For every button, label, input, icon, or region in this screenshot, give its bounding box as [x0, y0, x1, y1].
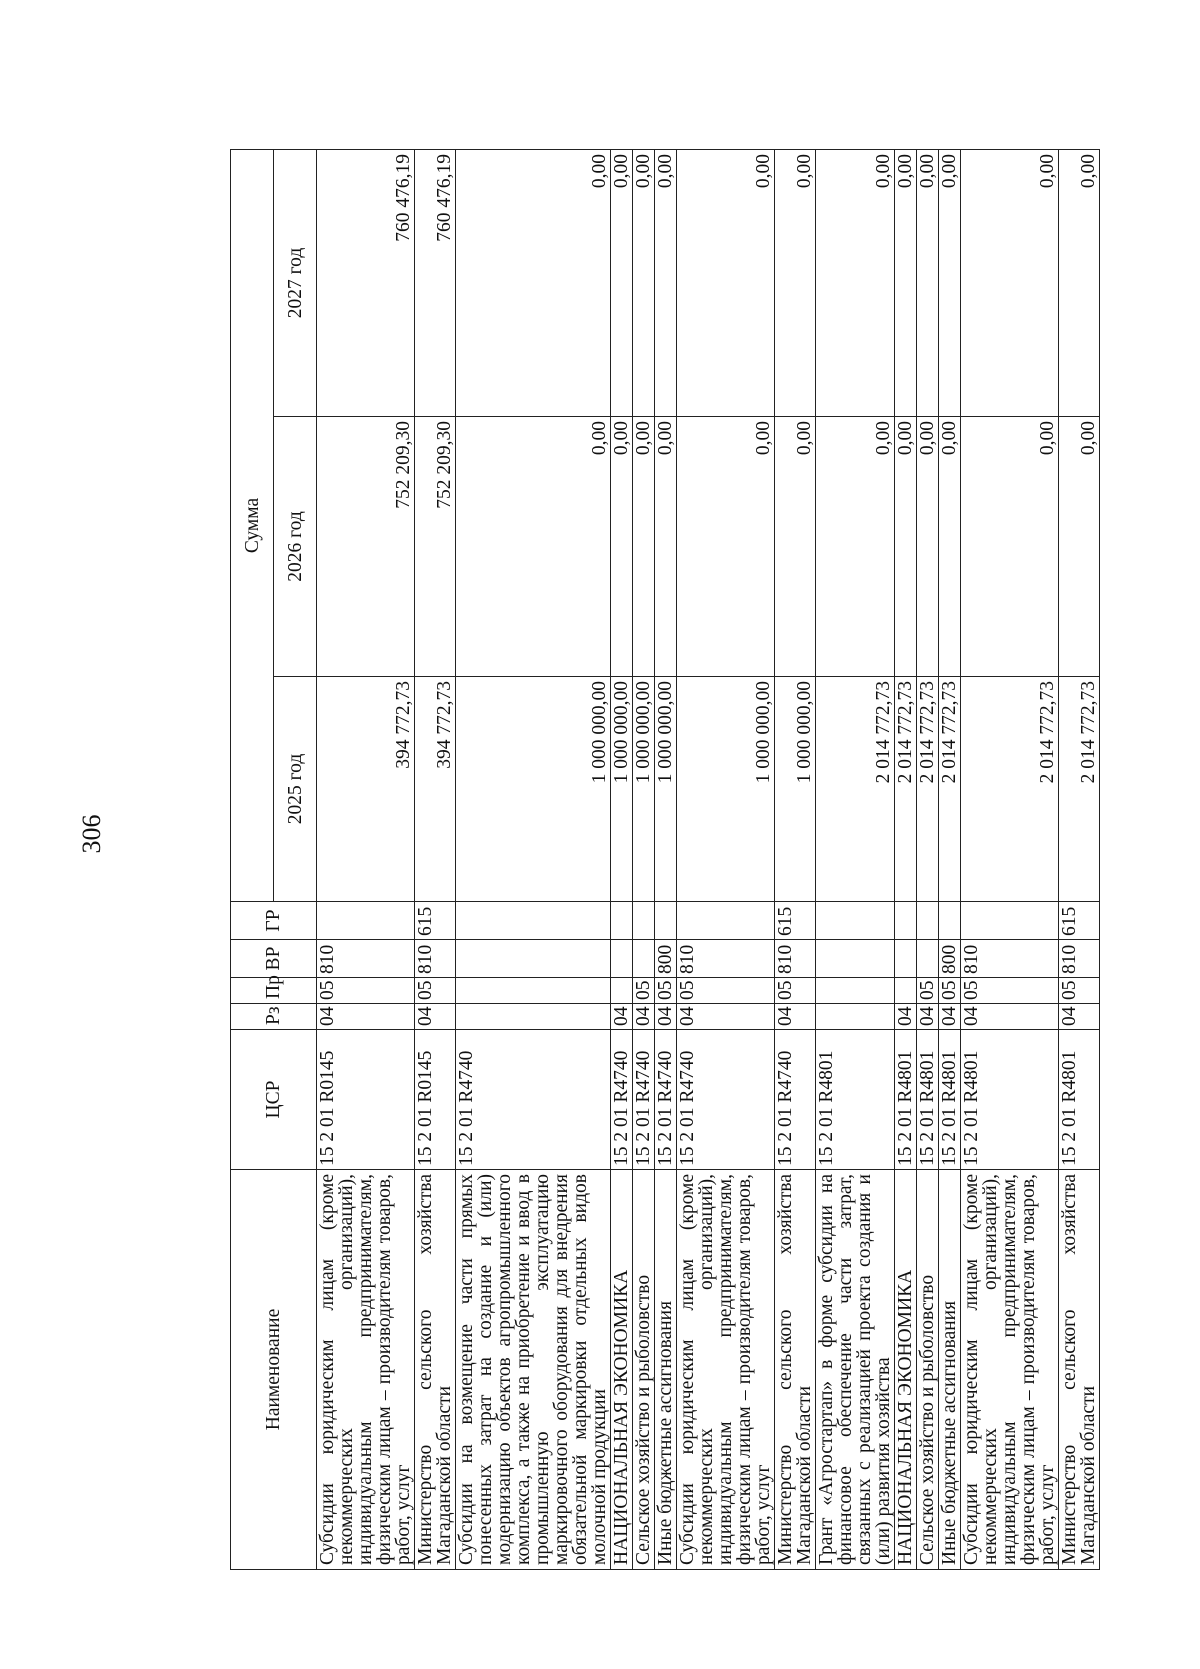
table-row [775, 150, 816, 1570]
row-pr: 05 [917, 978, 939, 1004]
row-gr: 615 [1059, 902, 1100, 940]
row-amount-2026: 0,00 [611, 417, 633, 677]
row-amount-2025: 394 772,73 [317, 677, 415, 902]
row-amount-2027: 0,00 [961, 150, 1059, 417]
header-csr: ЦСР [231, 1030, 317, 1170]
row-name: Министерство сельского хозяйства Магаданской области [1059, 1170, 1100, 1570]
row-gr: 615 [415, 902, 456, 940]
row-amount-2027: 0,00 [775, 150, 816, 417]
row-name: НАЦИОНАЛЬНАЯ ЭКОНОМИКА [895, 1170, 917, 1570]
row-name: НАЦИОНАЛЬНАЯ ЭКОНОМИКА [611, 1170, 633, 1570]
row-pr: 05 [633, 978, 655, 1004]
row-amount-2026: 752 209,30 [317, 417, 415, 677]
row-name: Министерство сельского хозяйства Магаданской области [415, 1170, 456, 1570]
row-csr: 15 2 01 R4801 [961, 1030, 1059, 1170]
row-name: Грант «Агростартап» в форме субсидии на финансовое обеспечение части затрат, связанных с реализацией проекта создания и (или) развития хозяйства [816, 1170, 895, 1570]
table-row [939, 150, 961, 1570]
header-name: Наименование [231, 1170, 317, 1570]
row-rz: 04 [611, 1004, 633, 1030]
row-vr: 810 [415, 940, 456, 978]
row-amount-2026: 0,00 [456, 417, 611, 677]
header-2026: 2026 год [274, 417, 317, 677]
row-name: Министерство сельского хозяйства Магаданской области [775, 1170, 816, 1570]
header-gr: ГР [231, 902, 317, 940]
row-gr [939, 902, 961, 940]
row-gr [677, 902, 775, 940]
row-rz [456, 1004, 611, 1030]
row-amount-2027: 0,00 [456, 150, 611, 417]
row-rz: 04 [939, 1004, 961, 1030]
table-row [677, 150, 775, 1570]
row-vr [633, 940, 655, 978]
row-amount-2027: 0,00 [611, 150, 633, 417]
row-pr [456, 978, 611, 1004]
row-rz [816, 1004, 895, 1030]
row-gr [655, 902, 677, 940]
row-amount-2026: 0,00 [775, 417, 816, 677]
row-amount-2026: 0,00 [655, 417, 677, 677]
row-csr: 15 2 01 R4740 [456, 1030, 611, 1170]
rotated-table-container [230, 150, 1099, 1570]
row-amount-2027: 0,00 [895, 150, 917, 417]
table-row [655, 150, 677, 1570]
row-amount-2025: 2 014 772,73 [917, 677, 939, 902]
row-rz: 04 [317, 1004, 415, 1030]
row-rz: 04 [961, 1004, 1059, 1030]
row-csr: 15 2 01 R4801 [1059, 1030, 1100, 1170]
row-gr [961, 902, 1059, 940]
table-row [1059, 150, 1100, 1570]
row-amount-2025: 394 772,73 [415, 677, 456, 902]
row-amount-2025: 1 000 000,00 [633, 677, 655, 902]
row-amount-2027: 0,00 [917, 150, 939, 417]
row-rz: 04 [677, 1004, 775, 1030]
header-pr: Пр [231, 978, 317, 1004]
table-row [456, 150, 611, 1570]
row-gr [816, 902, 895, 940]
table-row [611, 150, 633, 1570]
row-amount-2026: 0,00 [961, 417, 1059, 677]
row-amount-2025: 2 014 772,73 [1059, 677, 1100, 902]
row-vr [456, 940, 611, 978]
row-name: Субсидии на возмещение части прямых понесенных затрат на создание и (или) модернизацию объектов агропромышленного комплекса, а также на приобретение и ввод в промышленную эксплуатацию маркировочного оборудования для внедрения обязательной маркировки отдельных видов молочной продукции [456, 1170, 611, 1570]
row-amount-2026: 0,00 [816, 417, 895, 677]
row-amount-2027: 0,00 [939, 150, 961, 417]
row-amount-2025: 1 000 000,00 [677, 677, 775, 902]
row-gr [611, 902, 633, 940]
table-row [816, 150, 895, 1570]
row-csr: 15 2 01 R4740 [775, 1030, 816, 1170]
row-gr [633, 902, 655, 940]
table-row [917, 150, 939, 1570]
row-amount-2025: 2 014 772,73 [939, 677, 961, 902]
header-2027: 2027 год [274, 150, 317, 417]
header-rz: Рз [231, 1004, 317, 1030]
row-name: Иные бюджетные ассигнования [655, 1170, 677, 1570]
row-vr: 800 [655, 940, 677, 978]
row-name: Субсидии юридическим лицам (кроме некоммерческих организаций), индивидуальным предпринимателям, физическим лицам – производителям товаров, работ, услуг [961, 1170, 1059, 1570]
row-pr: 05 [961, 978, 1059, 1004]
row-rz: 04 [655, 1004, 677, 1030]
row-amount-2027: 0,00 [1059, 150, 1100, 417]
row-gr [917, 902, 939, 940]
row-pr: 05 [677, 978, 775, 1004]
row-amount-2025: 1 000 000,00 [456, 677, 611, 902]
row-amount-2027: 0,00 [633, 150, 655, 417]
row-rz: 04 [415, 1004, 456, 1030]
row-amount-2025: 2 014 772,73 [961, 677, 1059, 902]
table-row [895, 150, 917, 1570]
row-gr [895, 902, 917, 940]
row-amount-2027: 0,00 [677, 150, 775, 417]
row-vr: 810 [317, 940, 415, 978]
row-amount-2026: 752 209,30 [415, 417, 456, 677]
row-vr: 810 [677, 940, 775, 978]
row-amount-2025: 2 014 772,73 [895, 677, 917, 902]
table-row [317, 150, 415, 1570]
row-amount-2025: 1 000 000,00 [775, 677, 816, 902]
header-2025: 2025 год [274, 677, 317, 902]
row-pr: 05 [415, 978, 456, 1004]
row-amount-2026: 0,00 [917, 417, 939, 677]
budget-table [230, 149, 1100, 1570]
row-name: Иные бюджетные ассигнования [939, 1170, 961, 1570]
row-amount-2027: 0,00 [816, 150, 895, 417]
row-amount-2027: 760 476,19 [415, 150, 456, 417]
row-gr [317, 902, 415, 940]
row-csr: 15 2 01 R4740 [611, 1030, 633, 1170]
header-vr: ВР [231, 940, 317, 978]
row-vr [611, 940, 633, 978]
row-amount-2026: 0,00 [633, 417, 655, 677]
row-vr: 800 [939, 940, 961, 978]
row-rz: 04 [895, 1004, 917, 1030]
header-sum: Сумма [231, 150, 274, 902]
row-csr: 15 2 01 R4740 [655, 1030, 677, 1170]
row-name: Сельское хозяйство и рыболовство [917, 1170, 939, 1570]
row-pr: 05 [1059, 978, 1100, 1004]
row-vr: 810 [775, 940, 816, 978]
row-amount-2026: 0,00 [1059, 417, 1100, 677]
row-amount-2025: 1 000 000,00 [655, 677, 677, 902]
row-name: Субсидии юридическим лицам (кроме некоммерческих организаций), индивидуальным предпринимателям, физическим лицам – производителям товаров, работ, услуг [317, 1170, 415, 1570]
row-name: Субсидии юридическим лицам (кроме некоммерческих организаций), индивидуальным предпринимателям, физическим лицам – производителям товаров, работ, услуг [677, 1170, 775, 1570]
table-row [633, 150, 655, 1570]
row-csr: 15 2 01 R4740 [677, 1030, 775, 1170]
row-rz: 04 [917, 1004, 939, 1030]
row-pr [611, 978, 633, 1004]
row-amount-2026: 0,00 [939, 417, 961, 677]
row-vr [917, 940, 939, 978]
row-rz: 04 [633, 1004, 655, 1030]
row-gr: 615 [775, 902, 816, 940]
row-name: Сельское хозяйство и рыболовство [633, 1170, 655, 1570]
row-csr: 15 2 01 R4801 [939, 1030, 961, 1170]
row-rz: 04 [1059, 1004, 1100, 1030]
page-number: 306 [77, 814, 106, 854]
row-pr: 05 [775, 978, 816, 1004]
table-row [961, 150, 1059, 1570]
row-csr: 15 2 01 R4740 [633, 1030, 655, 1170]
row-vr [816, 940, 895, 978]
row-pr [816, 978, 895, 1004]
row-amount-2027: 760 476,19 [317, 150, 415, 417]
table-body [317, 150, 1100, 1570]
row-vr: 810 [961, 940, 1059, 978]
table-row [415, 150, 456, 1570]
row-pr [895, 978, 917, 1004]
row-gr [456, 902, 611, 940]
row-amount-2025: 2 014 772,73 [816, 677, 895, 902]
row-csr: 15 2 01 R4801 [895, 1030, 917, 1170]
row-pr: 05 [317, 978, 415, 1004]
row-amount-2027: 0,00 [655, 150, 677, 417]
header-row-1 [231, 150, 274, 1570]
row-csr: 15 2 01 R0145 [317, 1030, 415, 1170]
row-csr: 15 2 01 R4801 [917, 1030, 939, 1170]
row-vr: 810 [1059, 940, 1100, 978]
row-csr: 15 2 01 R4801 [816, 1030, 895, 1170]
row-rz: 04 [775, 1004, 816, 1030]
row-amount-2026: 0,00 [895, 417, 917, 677]
row-csr: 15 2 01 R0145 [415, 1030, 456, 1170]
row-pr: 05 [939, 978, 961, 1004]
row-vr [895, 940, 917, 978]
row-pr: 05 [655, 978, 677, 1004]
row-amount-2026: 0,00 [677, 417, 775, 677]
row-amount-2025: 1 000 000,00 [611, 677, 633, 902]
